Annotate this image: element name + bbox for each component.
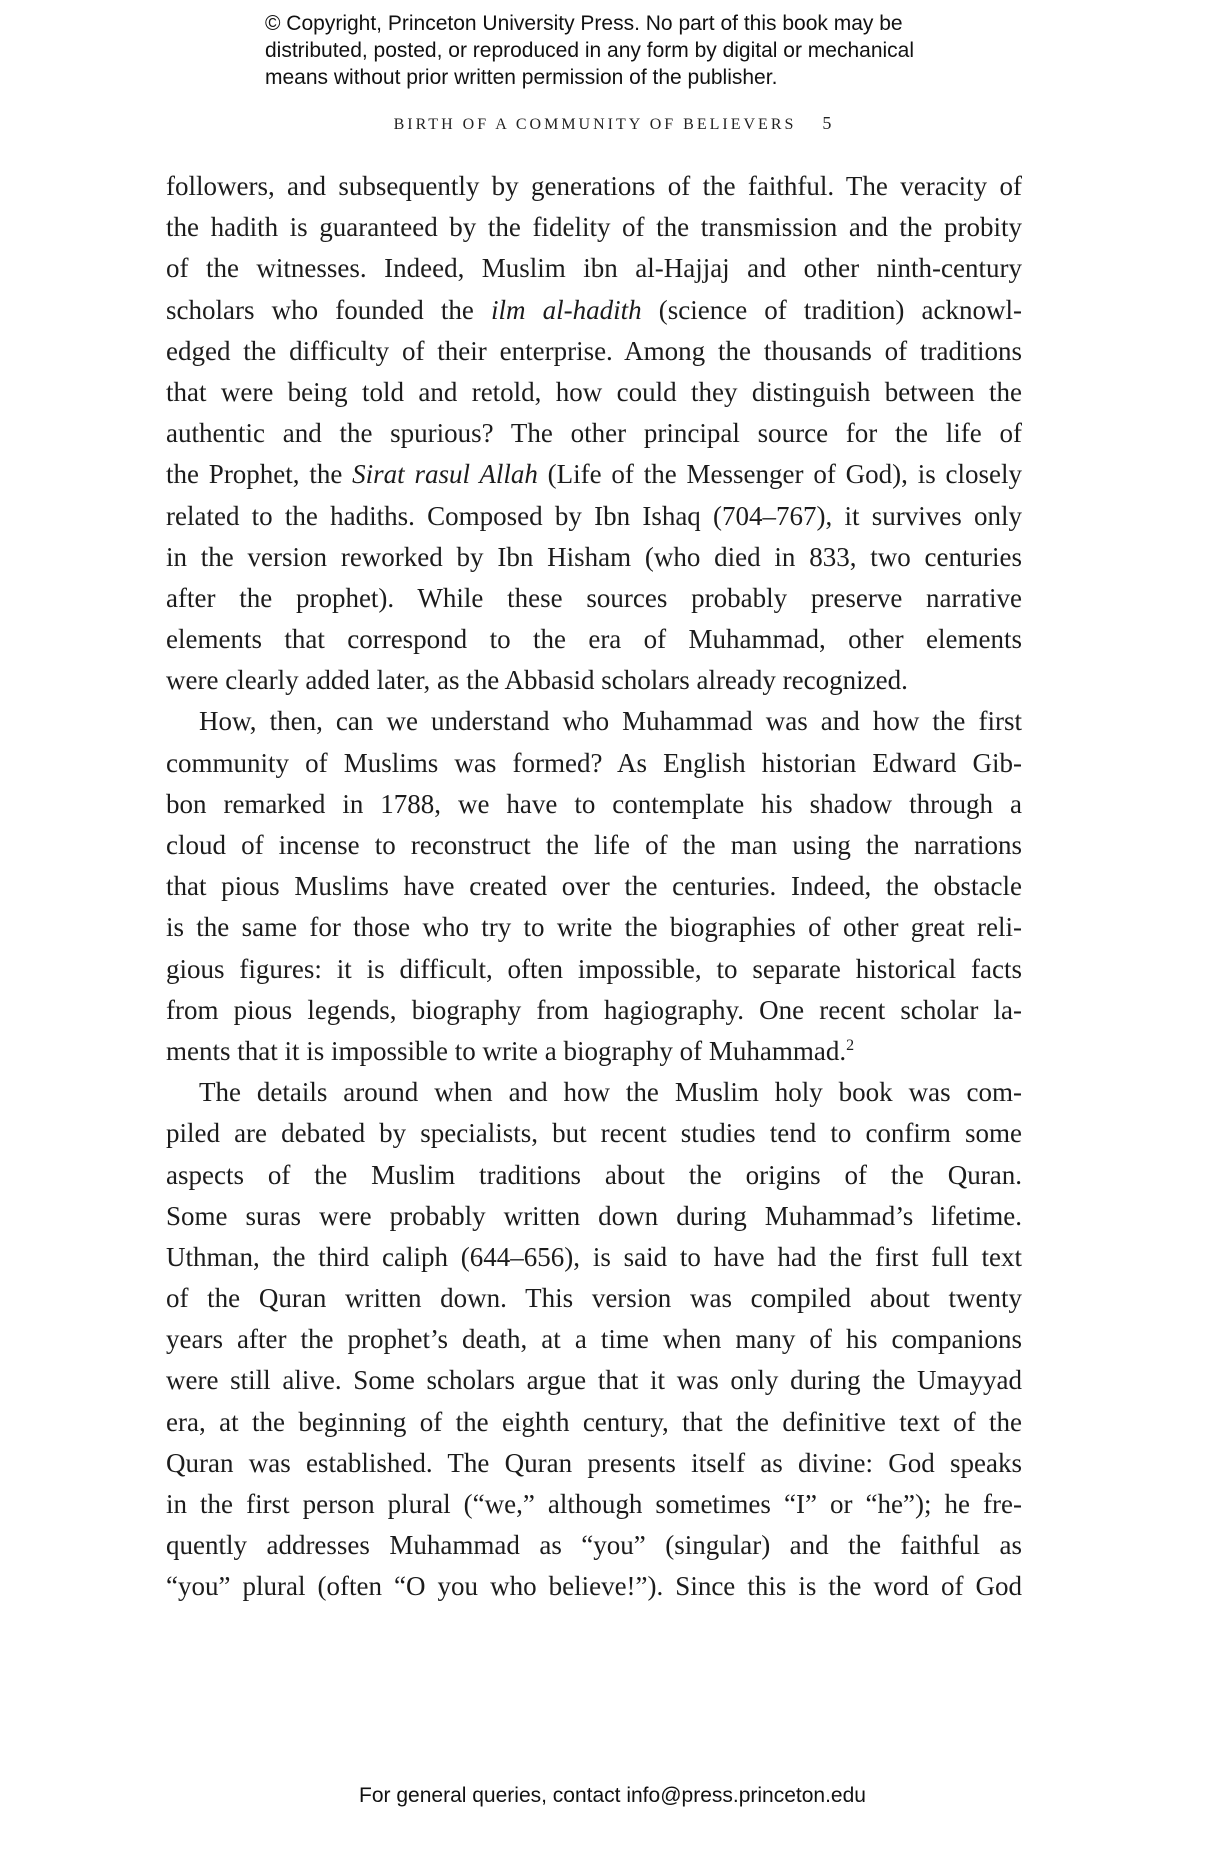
text-segment: of the witnesses. Indeed, Muslim ibn al-Hajjaj and other ninth-century xyxy=(166,253,1022,284)
text-line xyxy=(166,660,1022,701)
running-head xyxy=(0,113,1225,134)
text-line xyxy=(166,496,1022,537)
text-line xyxy=(166,1072,1022,1113)
text-segment: were still alive. Some scholars argue that it was only during the Umayyad xyxy=(166,1365,1022,1396)
text-segment: cloud of incense to reconstruct the life of the man using the narrations xyxy=(166,830,1022,860)
text-segment: How, then, can we understand who Muhammad was and how the first xyxy=(199,706,1022,737)
text-line xyxy=(166,1196,1022,1237)
text-segment: (science of tradition) acknowl- xyxy=(641,294,1023,325)
text-line xyxy=(166,537,1022,578)
text-segment: were clearly added later, as the Abbasid scholars already recognized. xyxy=(166,665,908,696)
text-segment: quently addresses Muhammad as “you” (singular) and the faithful as xyxy=(166,1530,1022,1561)
italic-term: Sirat rasul Allah xyxy=(352,459,538,490)
text-segment: that were being told and retold, how could they distinguish between the xyxy=(166,376,1022,407)
copyright-line: means without prior written permission of the publisher. xyxy=(265,66,778,89)
text-line xyxy=(166,1360,1022,1401)
text-line xyxy=(166,701,1022,742)
text-segment: elements that correspond to the era of Muhammad, other elements xyxy=(166,624,1022,655)
text-segment: Some suras were probably written down during Muhammad’s lifetime. xyxy=(166,1200,1022,1231)
text-line xyxy=(166,413,1022,454)
text-segment: from pious legends, biography from hagiography. One recent scholar la- xyxy=(166,994,1022,1025)
text-line xyxy=(166,248,1022,289)
text-segment: ments that it is impossible to write a biography of Muhammad. xyxy=(166,1035,847,1066)
text-segment: authentic and the spurious? The other principal source for the life of xyxy=(166,418,1022,449)
text-line xyxy=(166,1484,1022,1525)
text-line xyxy=(166,578,1022,619)
text-segment: is the same for those who try to write the biographies of other great reli- xyxy=(166,912,1022,943)
text-segment: “you” plural (often “O you who believe!”). Since this is the word of God xyxy=(166,1571,1022,1602)
text-line xyxy=(166,1031,1022,1072)
text-line xyxy=(166,1525,1022,1566)
text-line xyxy=(166,290,1022,331)
text-segment: aspects of the Muslim traditions about the origins of the Quran. xyxy=(166,1159,1022,1190)
text-segment: in the version reworked by Ibn Hisham (who died in 833, two centuries xyxy=(166,541,1022,572)
text-segment: bon remarked in 1788, we have to contemplate his shadow through a xyxy=(166,788,1022,819)
body-text xyxy=(166,166,1022,1608)
text-segment: the hadith is guaranteed by the fidelity of the transmission and the probity xyxy=(166,212,1022,243)
text-line xyxy=(166,1113,1022,1154)
text-segment: scholars who founded the xyxy=(166,294,491,325)
text-line xyxy=(166,784,1022,825)
text-segment: community of Muslims was formed? As English historian Edward Gib- xyxy=(166,747,1022,778)
text-segment: in the first person plural (“we,” although sometimes “I” or “he”); he fre- xyxy=(166,1489,1022,1519)
text-segment: followers, and subsequently by generations of the faithful. The veracity of xyxy=(166,171,1022,201)
text-line xyxy=(166,1319,1022,1360)
copyright-line: © Copyright, Princeton University Press. No part of this book may be xyxy=(265,12,903,35)
footnote-ref: 2 xyxy=(846,1036,855,1054)
text-segment: piled are debated by specialists, but recent studies tend to confirm some xyxy=(166,1118,1022,1149)
text-segment: Uthman, the third caliph (644–656), is said to have had the first full text xyxy=(166,1241,1022,1272)
copyright-line: distributed, posted, or reproduced in any form by digital or mechanical xyxy=(265,39,915,62)
text-segment: (Life of the Messenger of God), is closely xyxy=(537,459,1022,490)
text-segment: of the Quran written down. This version was compiled about twenty xyxy=(166,1283,1022,1314)
text-line xyxy=(166,825,1022,866)
text-segment: Quran was established. The Quran presents itself as divine: God speaks xyxy=(166,1447,1022,1478)
text-line xyxy=(166,990,1022,1031)
text-line xyxy=(166,454,1022,495)
text-segment: The details around when and how the Muslim holy book was com- xyxy=(199,1077,1022,1108)
text-line xyxy=(166,331,1022,372)
text-line xyxy=(166,907,1022,948)
footer-contact: For general queries, contact info@press.princeton.edu xyxy=(359,1784,866,1807)
text-segment: that pious Muslims have created over the centuries. Indeed, the obstacle xyxy=(166,871,1022,902)
running-head-title: BIRTH OF A COMMUNITY OF BELIEVERS xyxy=(393,116,797,133)
text-segment: the Prophet, the xyxy=(166,459,353,490)
text-line xyxy=(166,743,1022,784)
page-number: 5 xyxy=(822,113,832,133)
text-line xyxy=(166,1278,1022,1319)
text-line xyxy=(166,1237,1022,1278)
text-segment: related to the hadiths. Composed by Ibn Ishaq (704–767), it survives only xyxy=(166,500,1022,531)
text-line xyxy=(166,619,1022,660)
text-line xyxy=(166,949,1022,990)
text-line xyxy=(166,372,1022,413)
text-line xyxy=(166,1443,1022,1484)
text-line xyxy=(166,166,1022,207)
text-segment: edged the difficulty of their enterprise. Among the thousands of traditions xyxy=(166,335,1022,366)
text-segment: gious figures: it is difficult, often impossible, to separate historical facts xyxy=(166,953,1022,984)
italic-term: ilm al-hadith xyxy=(490,294,642,325)
copyright-notice xyxy=(265,10,914,91)
text-segment: years after the prophet’s death, at a time when many of his companions xyxy=(166,1324,1022,1355)
text-line xyxy=(166,207,1022,248)
text-segment: era, at the beginning of the eighth century, that the definitive text of the xyxy=(166,1406,1022,1437)
text-line xyxy=(166,1402,1022,1443)
text-line xyxy=(166,1566,1022,1607)
text-line xyxy=(166,1155,1022,1196)
text-line xyxy=(166,866,1022,907)
text-segment: after the prophet). While these sources probably preserve narrative xyxy=(166,582,1022,613)
